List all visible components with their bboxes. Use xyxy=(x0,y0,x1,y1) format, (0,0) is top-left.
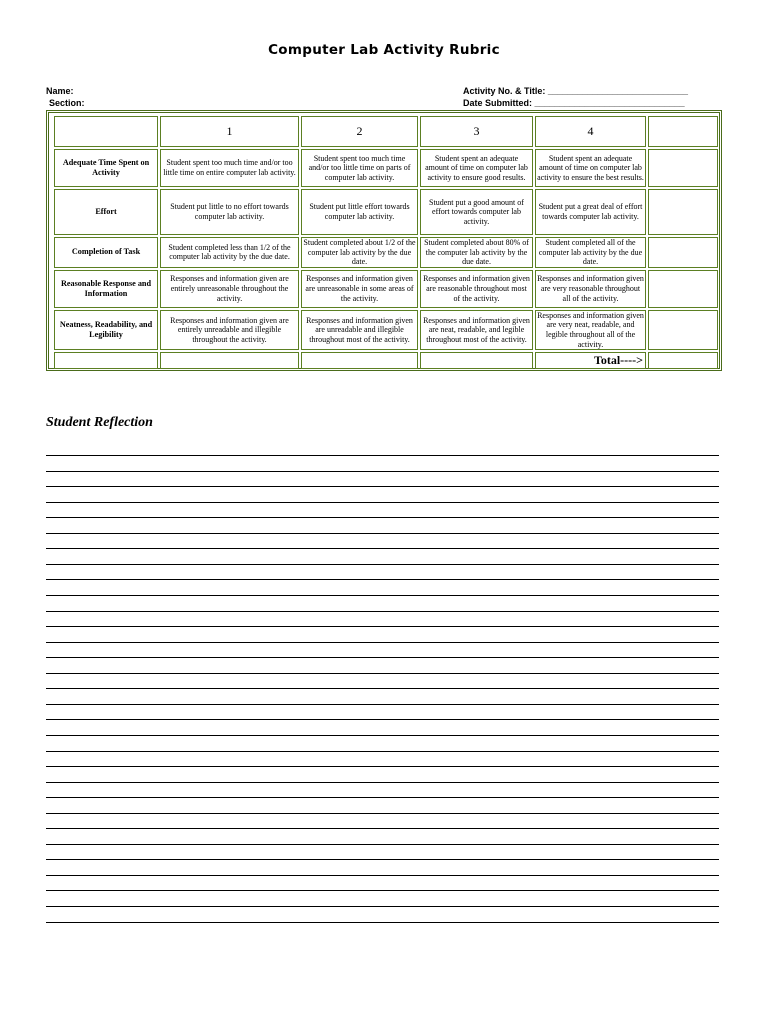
reflection-line[interactable] xyxy=(46,486,719,487)
rubric-cell: Student spent an adequate amount of time on computer lab activity to ensure the best results. xyxy=(535,149,646,187)
reflection-title: Student Reflection xyxy=(46,415,153,430)
reflection-line[interactable] xyxy=(46,502,719,503)
criterion-label: Reasonable Response and Information xyxy=(54,270,158,308)
rubric-cell: Student completed less than 1/2 of the computer lab activity by the due date. xyxy=(160,237,299,268)
total-row-cell xyxy=(420,352,533,368)
reflection-line[interactable] xyxy=(46,875,719,876)
reflection-line[interactable] xyxy=(46,906,719,907)
reflection-line[interactable] xyxy=(46,642,719,643)
rubric-cell: Student put a good amount of effort towards computer lab activity. xyxy=(420,189,533,235)
rubric-row xyxy=(54,189,718,235)
score-cell[interactable] xyxy=(648,237,718,268)
rubric-row xyxy=(54,310,718,350)
rubric-cell: Student completed all of the computer lab activity by the due date. xyxy=(535,237,646,268)
rubric-row xyxy=(54,270,718,308)
criterion-label: Effort xyxy=(54,189,158,235)
page-title: Computer Lab Activity Rubric xyxy=(268,42,500,58)
rubric-row xyxy=(54,237,718,268)
reflection-line[interactable] xyxy=(46,828,719,829)
reflection-line[interactable] xyxy=(46,564,719,565)
reflection-line[interactable] xyxy=(46,751,719,752)
header-score-1: 1 xyxy=(160,116,299,147)
score-cell[interactable] xyxy=(648,149,718,187)
rubric-cell: Student spent an adequate amount of time on computer lab activity to ensure good results. xyxy=(420,149,533,187)
rubric-cell: Responses and information given are very neat, readable, and legible throughout all of the activity. xyxy=(535,310,646,350)
reflection-line[interactable] xyxy=(46,704,719,705)
reflection-line[interactable] xyxy=(46,455,719,456)
rubric-cell: Responses and information given are reasonable throughout most of the activity. xyxy=(420,270,533,308)
reflection-line[interactable] xyxy=(46,890,719,891)
rubric-cell: Responses and information given are unreasonable in some areas of the activity. xyxy=(301,270,418,308)
rubric-cell: Responses and information given are entirely unreadable and illegible throughout the activity. xyxy=(160,310,299,350)
rubric-cell: Student completed about 80% of the computer lab activity by the due date. xyxy=(420,237,533,268)
rubric-cell: Student put little to no effort towards computer lab activity. xyxy=(160,189,299,235)
criterion-label: Adequate Time Spent on Activity xyxy=(54,149,158,187)
reflection-line[interactable] xyxy=(46,719,719,720)
total-label: Total----> xyxy=(535,352,646,368)
reflection-line[interactable] xyxy=(46,782,719,783)
header-score-3: 3 xyxy=(420,116,533,147)
header-cell xyxy=(54,116,158,147)
rubric-cell: Responses and information given are entirely unreasonable throughout the activity. xyxy=(160,270,299,308)
reflection-line[interactable] xyxy=(46,517,719,518)
reflection-line[interactable] xyxy=(46,579,719,580)
rubric-cell: Student put a great deal of effort towards computer lab activity. xyxy=(535,189,646,235)
header-score-2: 2 xyxy=(301,116,418,147)
reflection-line[interactable] xyxy=(46,626,719,627)
reflection-line[interactable] xyxy=(46,844,719,845)
rubric-cell: Student spent too much time and/or too little time on entire computer lab activity. xyxy=(160,149,299,187)
reflection-line[interactable] xyxy=(46,533,719,534)
reflection-line[interactable] xyxy=(46,797,719,798)
rubric-table xyxy=(52,114,720,371)
total-score-cell[interactable] xyxy=(648,352,718,368)
reflection-line[interactable] xyxy=(46,673,719,674)
rubric-cell: Student spent too much time and/or too little time on parts of computer lab activity. xyxy=(301,149,418,187)
reflection-line[interactable] xyxy=(46,548,719,549)
reflection-line[interactable] xyxy=(46,688,719,689)
total-row-cell xyxy=(301,352,418,368)
total-row-cell xyxy=(160,352,299,368)
rubric-cell: Student put little effort towards computer lab activity. xyxy=(301,189,418,235)
reflection-line[interactable] xyxy=(46,813,719,814)
total-row-cell xyxy=(54,352,158,368)
rubric-cell: Student completed about 1/2 of the computer lab activity by the due date. xyxy=(301,237,418,268)
score-cell[interactable] xyxy=(648,310,718,350)
rubric-header-row xyxy=(54,116,718,147)
rubric-row xyxy=(54,149,718,187)
reflection-line[interactable] xyxy=(46,735,719,736)
rubric-cell: Responses and information given are unreadable and illegible throughout most of the activity. xyxy=(301,310,418,350)
reflection-line[interactable] xyxy=(46,471,719,472)
score-cell[interactable] xyxy=(648,270,718,308)
criterion-label: Completion of Task xyxy=(54,237,158,268)
header-cell xyxy=(648,116,718,147)
reflection-line[interactable] xyxy=(46,859,719,860)
date-submitted-label: Date Submitted: ______________________________ xyxy=(463,98,685,108)
header-score-4: 4 xyxy=(535,116,646,147)
criterion-label: Neatness, Readability, and Legibility xyxy=(54,310,158,350)
total-row xyxy=(54,352,718,368)
name-label: Name: xyxy=(46,86,74,96)
reflection-line[interactable] xyxy=(46,595,719,596)
rubric-cell: Responses and information given are very reasonable throughout all of the activity. xyxy=(535,270,646,308)
score-cell[interactable] xyxy=(648,189,718,235)
reflection-line[interactable] xyxy=(46,766,719,767)
reflection-line[interactable] xyxy=(46,611,719,612)
reflection-line[interactable] xyxy=(46,657,719,658)
activity-label: Activity No. & Title: ____________________________ xyxy=(463,86,688,96)
rubric-cell: Responses and information given are neat, readable, and legible throughout most of the activity. xyxy=(420,310,533,350)
section-label: Section: xyxy=(49,98,85,108)
reflection-line[interactable] xyxy=(46,922,719,923)
